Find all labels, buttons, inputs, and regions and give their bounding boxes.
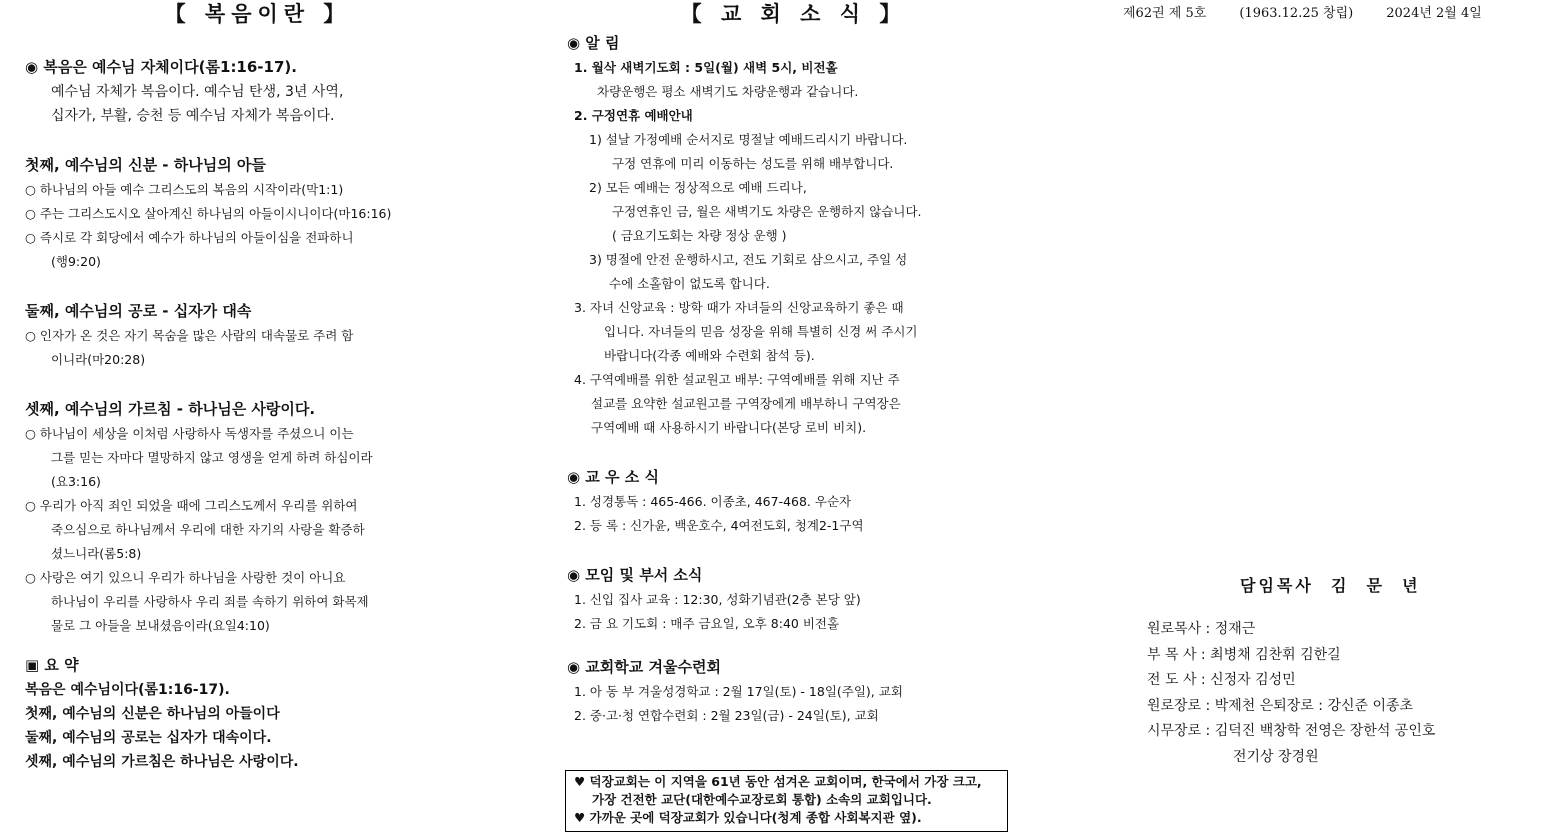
news-column <box>560 0 1027 728</box>
founded-date: (1963.12.25 창립) <box>1239 6 1354 21</box>
scripture-line: ○ 하나님이 세상을 이처럼 사랑하사 독생자를 주셨으니 이는 <box>25 426 354 441</box>
gospel-intro-heading: ◉ 복음은 예수님 자체이다(롬1:16-17). <box>25 58 297 76</box>
gospel-title: 【 복음이란 】 <box>164 1 351 26</box>
scripture-line: (행9:20) <box>51 254 101 269</box>
winter-item: 1. 아 동 부 겨울성경학교 : 2월 17일(토) - 18일(주일), 교회 <box>574 684 903 699</box>
notice-item: ( 금요기도회는 차량 정상 운행 ) <box>612 228 787 243</box>
third-heading: 셋째, 예수님의 가르침 - 하나님은 사랑이다. <box>25 400 316 418</box>
first-heading: 첫째, 예수님의 신분 - 하나님의 아들 <box>25 156 266 174</box>
notice-item: 4. 구역예배를 위한 설교원고 배부: 구역예배를 위해 지난 주 <box>574 372 900 387</box>
church-intro-line: 가장 건전한 교단(대한예수교장로회 통합) 소속의 교회입니다. <box>592 792 932 807</box>
scripture-line: (요3:16) <box>51 474 101 489</box>
scripture-line: 이니라(마20:28) <box>51 352 146 367</box>
notice-item: 구역예배 때 사용하시기 바랍니다(본당 로비 비치). <box>591 420 867 435</box>
notice-item: 수에 소홀함이 없도록 합니다. <box>609 276 770 291</box>
volume-number: 제62권 제 5호 <box>1123 6 1207 21</box>
scripture-line: 그를 믿는 자마다 멸망하지 않고 영생을 얻게 하려 하심이라 <box>51 450 373 465</box>
scripture-line: ○ 즉시로 각 회당에서 예수가 하나님의 아들이심을 전파하니 <box>25 230 354 245</box>
summary-line: 둘째, 예수님의 공로는 십자가 대속이다. <box>25 730 272 746</box>
notice-item: 2. 구정연휴 예배안내 <box>574 108 693 123</box>
notice-item: 3) 명절에 안전 운행하시고, 전도 기회로 삼으시고, 주일 성 <box>589 252 908 267</box>
staff-row: 원로목사 : 정재근 <box>1147 621 1256 637</box>
notice-item: 1) 설날 가정예배 순서지로 명절날 예배드리시기 바랍니다. <box>589 132 908 147</box>
scripture-line: ○ 인자가 온 것은 자기 목숨을 많은 사람의 대속물로 주려 함 <box>25 328 354 343</box>
notice-item: 구정 연휴에 미리 이동하는 성도를 위해 배부합니다. <box>612 156 894 171</box>
groups-item: 2. 금 요 기도회 : 매주 금요일, 오후 8:40 비전홀 <box>574 616 840 631</box>
scripture-line: ○ 우리가 아직 죄인 되었을 때에 그리스도께서 우리를 위하여 <box>25 498 358 513</box>
gospel-column <box>0 0 515 774</box>
issue-info <box>1123 4 1482 24</box>
second-heading: 둘째, 예수님의 공로 - 십자가 대속 <box>25 302 252 320</box>
notice-item: 구정연휴인 금, 월은 새벽기도 차량은 운행하지 않습니다. <box>612 204 922 219</box>
notice-item: 차량운행은 평소 새벽기도 차량운행과 같습니다. <box>597 84 859 99</box>
scripture-line: ○ 하나님의 아들 예수 그리스도의 복음의 시작이라(막1:1) <box>25 182 344 197</box>
notice-item: 1. 월삭 새벽기도회 : 5일(월) 새벽 5시, 비전홀 <box>574 60 838 75</box>
scripture-line: 죽으심으로 하나님께서 우리에 대한 자기의 사랑을 확증하 <box>51 522 365 537</box>
scripture-line: 하나님이 우리를 사랑하사 우리 죄를 속하기 위하여 화목제 <box>51 594 369 609</box>
issue-date: 2024년 2월 4일 <box>1386 6 1482 21</box>
summary-line: 복음은 예수님이다(롬1:16-17). <box>25 682 230 698</box>
scripture-line: 셨느니라(롬5:8) <box>51 546 142 561</box>
notice-item: 3. 자녀 신앙교육 : 방학 때가 자녀들의 신앙교육하기 좋은 때 <box>574 300 904 315</box>
scripture-line: ○ 주는 그리스도시오 살아계신 하나님의 아들이시니이다(마16:16) <box>25 206 392 221</box>
groups-heading: ◉ 모임 및 부서 소식 <box>567 566 703 584</box>
church-intro-box <box>565 770 1008 832</box>
groups-item: 1. 신입 집사 교육 : 12:30, 성화기념관(2층 본당 앞) <box>574 592 861 607</box>
members-heading: ◉ 교 우 소 식 <box>567 468 659 486</box>
summary-line: 셋째, 예수님의 가르침은 하나님은 사랑이다. <box>25 754 299 770</box>
notice-item: 바랍니다(각종 예배와 수련회 참석 등). <box>604 348 815 363</box>
senior-pastor: 담임목사 김 문 년 <box>1240 576 1421 595</box>
notice-item: 2) 모든 예배는 정상적으로 예배 드리나, <box>589 180 807 195</box>
winter-item: 2. 중·고·청 연합수련회 : 2월 23일(금) - 24일(토), 교회 <box>574 708 879 723</box>
church-intro-line: ♥ 덕장교회는 이 지역을 61년 동안 섬겨온 교회이며, 한국에서 가장 크고, <box>574 774 982 789</box>
staff-row: 전기상 장경원 <box>1233 748 1319 765</box>
winter-heading: ◉ 교회학교 겨울수련회 <box>567 658 721 676</box>
staff-list <box>1147 617 1435 770</box>
church-intro-line: ♥ 가까운 곳에 덕장교회가 있습니다(청계 종합 사회복지관 옆). <box>574 810 922 825</box>
scripture-line: ○ 사랑은 여기 있으니 우리가 하나님을 사랑한 것이 아니요 <box>25 570 346 585</box>
members-item: 1. 성경통독 : 465-466. 이종초, 467-468. 우순자 <box>574 494 852 509</box>
notice-heading: ◉ 알 림 <box>567 34 620 52</box>
notice-item: 설교를 요약한 설교원고를 구역장에게 배부하니 구역장은 <box>591 396 901 411</box>
notice-item: 입니다. 자녀들의 믿음 성장을 위해 특별히 신경 써 주시기 <box>604 324 918 339</box>
members-item: 2. 등 록 : 신가윤, 백운호수, 4여전도회, 청계2-1구역 <box>574 518 864 533</box>
staff-row: 전 도 사 : 신정자 김성민 <box>1147 672 1296 688</box>
gospel-intro-line: 예수님 자체가 복음이다. 예수님 탄생, 3년 사역, <box>51 84 344 100</box>
news-title: 【 교 회 소 식 】 <box>680 1 907 26</box>
staff-row: 원로장로 : 박제천 은퇴장로 : 강신준 이종초 <box>1147 697 1414 714</box>
summary-line: 첫째, 예수님의 신분은 하나님의 아들이다 <box>25 706 280 722</box>
scripture-line: 물로 그 아들을 보내셨음이라(요일4:10) <box>51 618 270 633</box>
summary-heading: ▣ 요 약 <box>25 656 79 674</box>
staff-row: 시무장로 : 김덕진 백창학 전영은 장한석 공인호 <box>1147 723 1436 739</box>
gospel-intro-line: 십자가, 부활, 승천 등 예수님 자체가 복음이다. <box>51 108 335 124</box>
staff-row: 부 목 사 : 최병채 김찬휘 김한길 <box>1147 646 1341 663</box>
